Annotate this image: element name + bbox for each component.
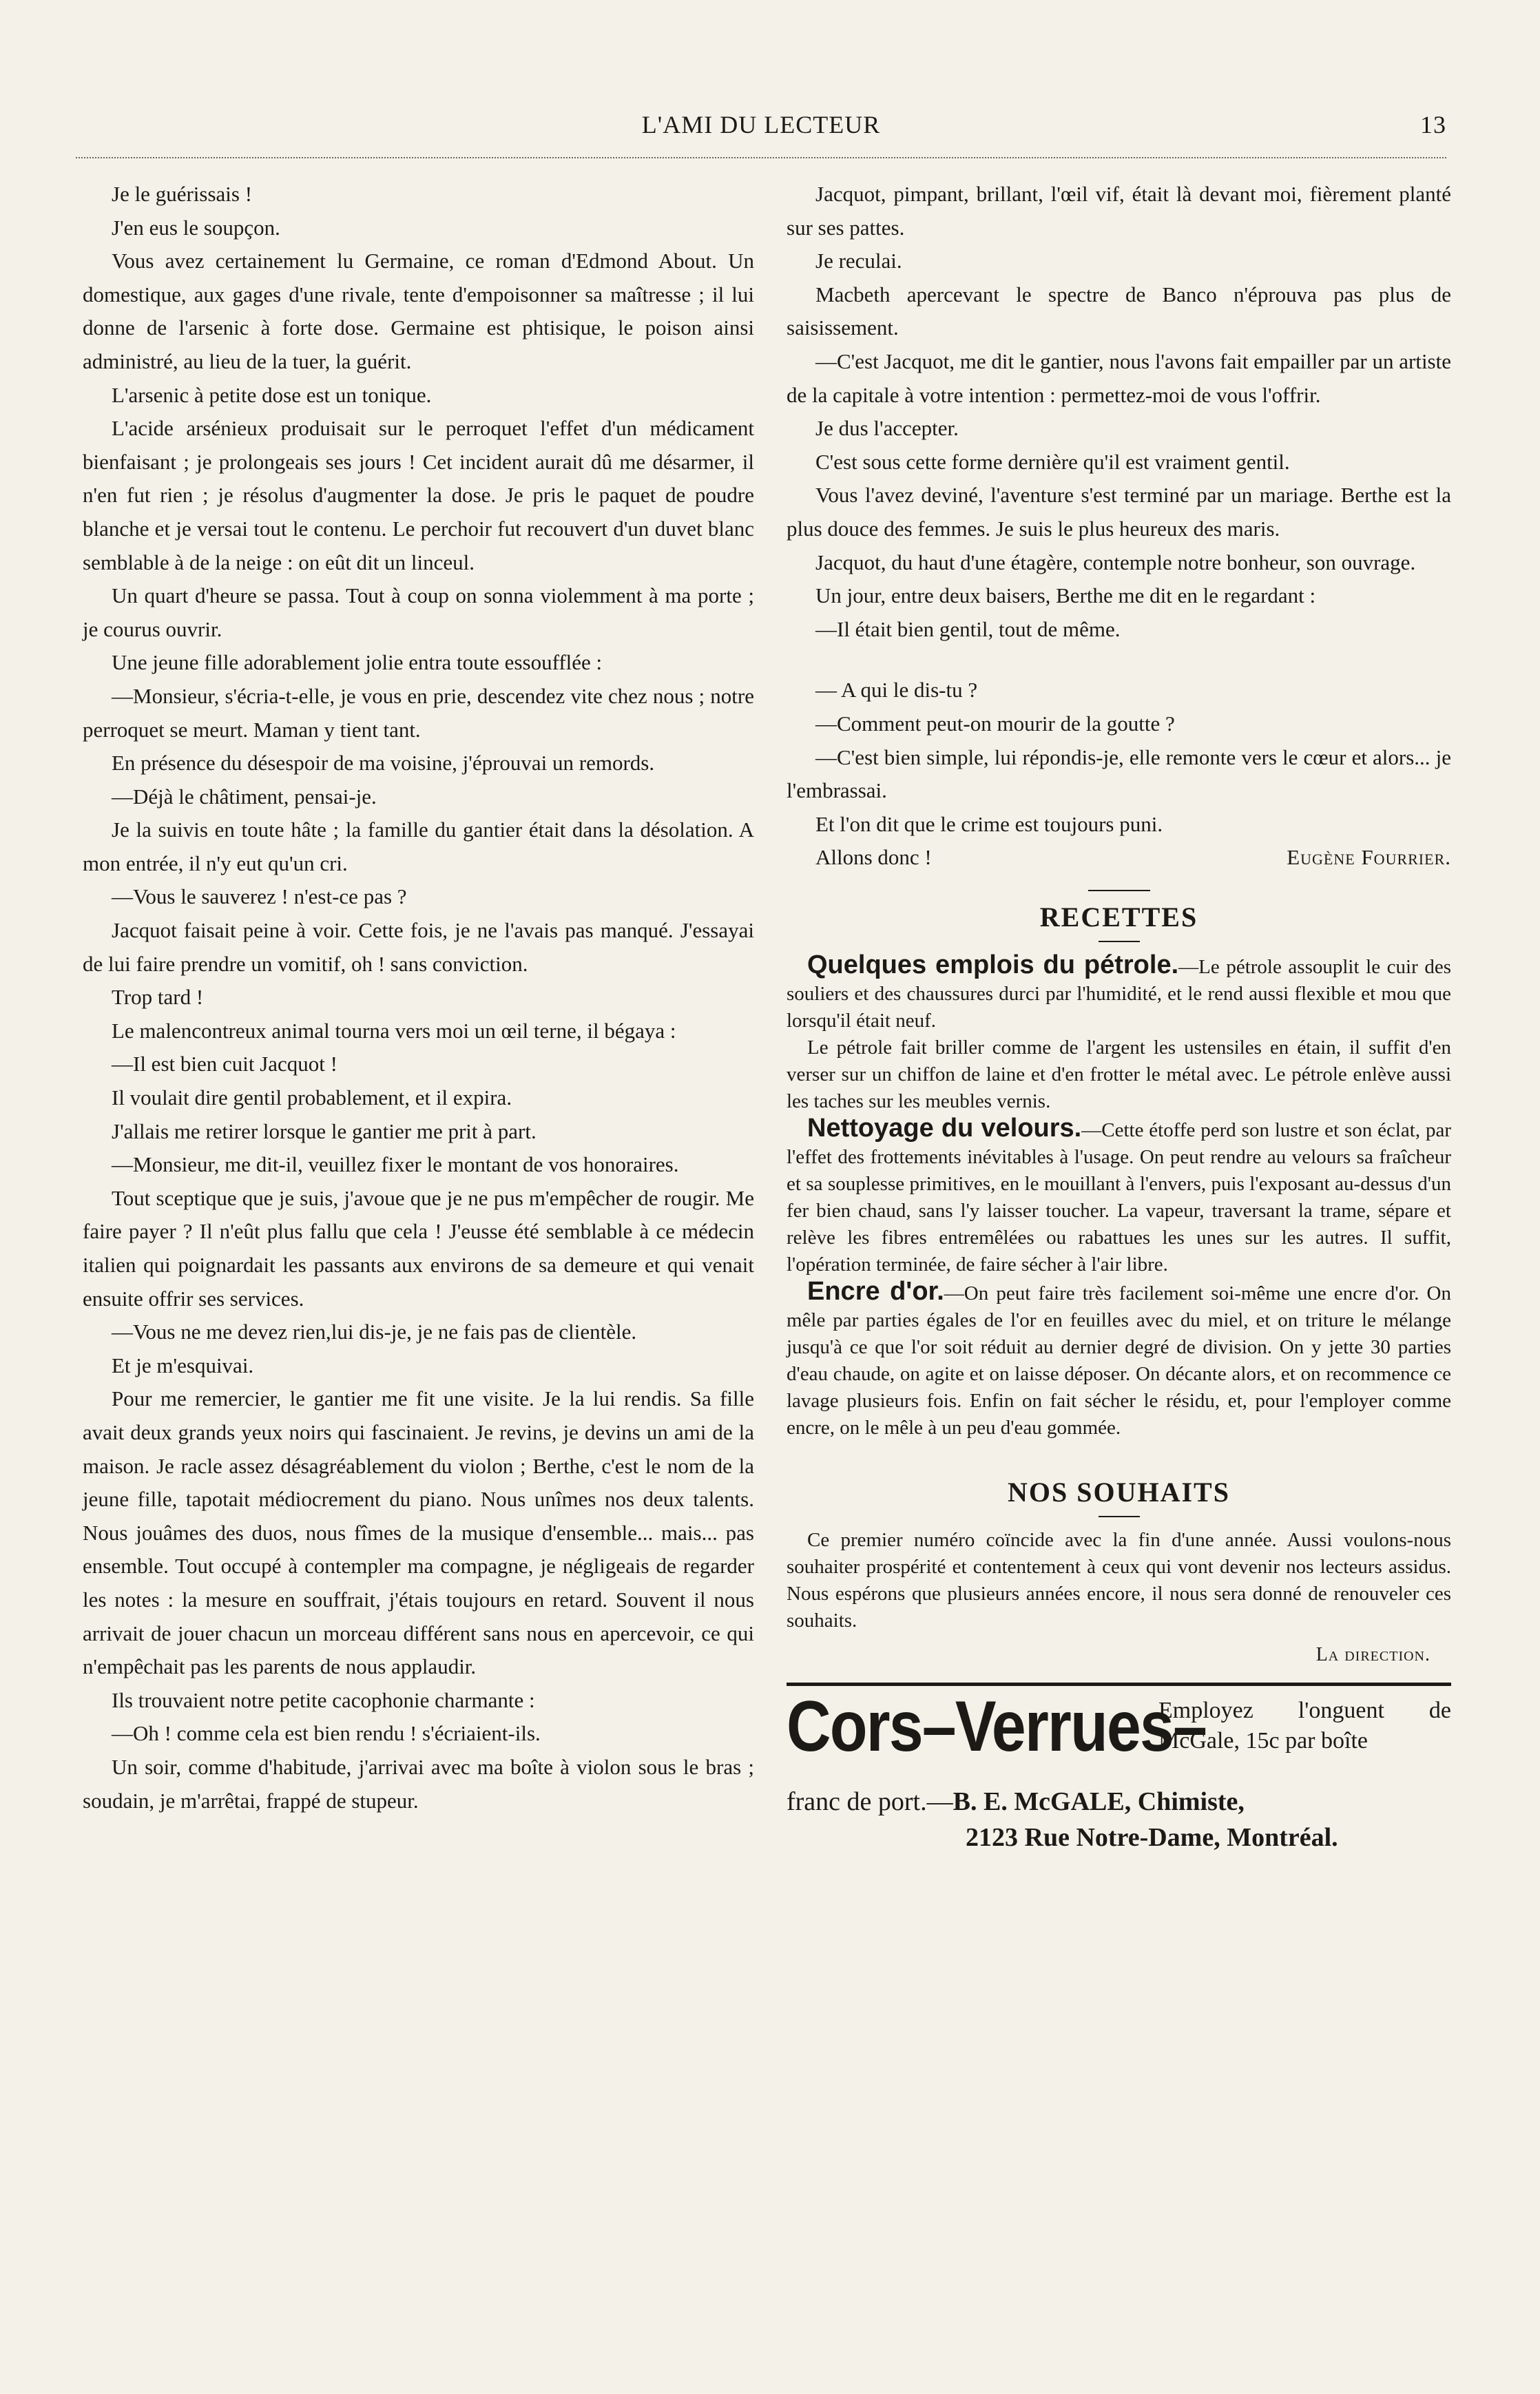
paragraph: Je le guérissais ! <box>112 182 253 206</box>
recipe-item <box>787 952 1451 1034</box>
recipe-title: Nettoyage du velours. <box>807 1113 1082 1143</box>
recipe-title: Quelques emplois du pétrole. <box>807 950 1179 979</box>
paragraph: Jacquot faisait peine à voir. Cette fois, je ne l'avais pas manqué. J'essayai de lui faire prendre un vomitif, oh ! sans conviction. <box>83 918 754 976</box>
paragraph: Je dus l'accepter. <box>815 416 959 441</box>
paragraph: Vous l'avez deviné, l'aventure s'est terminé par un mariage. Berthe est la plus douce des femmes. Je suis le plus heureux des maris. <box>787 483 1451 541</box>
paragraph: —Oh ! comme cela est bien rendu ! s'écriaient-ils. <box>112 1721 541 1746</box>
left-column <box>83 178 754 1818</box>
souhaits-text: Ce premier numéro coïncide avec la fin d'une année. Aussi voulons-nous souhaiter prospérité et contentement à ceux qui vont devenir nos lecteurs assidus. Nous espérons que plusieurs années encore, il nous sera donné de renouveler ces souhaits. <box>787 1528 1451 1632</box>
paragraph: Et l'on dit que le crime est toujours puni. <box>815 811 1163 836</box>
paragraph: —Monsieur, s'écria-t-elle, je vous en prie, descendez vite chez nous ; notre perroquet se meurt. Maman y tient tant. <box>83 683 754 742</box>
page-header <box>76 110 1446 152</box>
recettes-section <box>787 952 1451 1441</box>
paragraph: Le malencontreux animal tourna vers moi un œil terne, il bégaya : <box>112 1018 676 1043</box>
paragraph: Une jeune fille adorablement jolie entra toute essoufflée : <box>112 650 603 675</box>
direction-signature: La direction. <box>1315 1643 1430 1665</box>
author-signature: Eugène Fourrier. <box>1287 845 1451 870</box>
ad-headline: Cors–Verrues– <box>787 1687 1207 1767</box>
recipe-text: —Cette étoffe perd son lustre et son éclat, par l'effet des frottements inévitables à l'usage. On peut rendre au velours sa fraîcheur et sa souplesse primitives, en le mouillant à l'envers, puis l'exposant au-dessus d'un fer bien chaud, sans l'y laisser toucher. La vapeur, traversant la trame, sépare et relève les fibres entremêlées ou rabattues les unes sur les autres. Il suffit, l'opération terminée, de faire sécher à l'air libre. <box>787 1118 1451 1276</box>
paragraph: Il voulait dire gentil probablement, et il expira. <box>112 1085 512 1110</box>
recipe-title: Encre d'or. <box>807 1276 944 1306</box>
paragraph: J'en eus le soupçon. <box>112 215 280 240</box>
paragraph: Tout sceptique que je suis, j'avoue que je ne pus m'empêcher de rougir. Me faire payer ? Il n'eût plus fallu que cela ! J'eusse été semblable à ce médecin italien qui poignardait les passants aux environs de sa demeure et qui venait ensuite offrir ses services. <box>83 1185 754 1311</box>
header-divider <box>76 157 1446 158</box>
paragraph: Vous avez certainement lu Germaine, ce roman d'Edmond About. Un domestique, aux gages d'une rivale, tente d'empoisonner sa maîtresse ; il lui donne de l'arsenic à forte dose. Germaine est phtisique, le poison ainsi administré, au lieu de la tuer, la guérit. <box>83 249 754 373</box>
paragraph: —Vous ne me devez rien,lui dis-je, je ne fais pas de clientèle. <box>112 1320 637 1344</box>
ad-merchant: B. E. McGALE, Chimiste, <box>953 1787 1245 1817</box>
paragraph: — A qui le dis-tu ? <box>815 678 978 702</box>
paragraph: L'arsenic à petite dose est un tonique. <box>112 382 432 407</box>
paragraph: Jacquot, pimpant, brillant, l'œil vif, était là devant moi, fièrement planté sur ses pattes. <box>787 182 1451 240</box>
paragraph: J'allais me retirer lorsque le gantier me prit à part. <box>112 1118 537 1143</box>
paragraph: Un jour, entre deux baisers, Berthe me dit en le regardant : <box>815 583 1316 608</box>
recettes-heading: RECETTES <box>1039 901 1198 933</box>
souhaits-heading: NOS SOUHAITS <box>1008 1476 1230 1508</box>
recipe-item <box>787 1278 1451 1441</box>
paragraph: C'est sous cette forme dernière qu'il est vraiment gentil. <box>815 449 1290 474</box>
recipe-text: —On peut faire très facilement soi-même une encre d'or. On mêle par parties égales de l'or en feuilles avec du miel, et on triture le mélange jusqu'à ce que l'or soit réduit au dernier degré de division. On y jette 30 parties d'eau chaude, on agite et on laisse déposer. On décante alors, et on recommence ce lavage plusieurs fois. Enfin on fait sécher le résidu, et, pour l'employer comme encre, on le mêle à un peu d'eau gommée. <box>787 1282 1451 1439</box>
paragraph: L'acide arsénieux produisait sur le perroquet l'effet d'un médicament bienfaisant ; je prolongeais ses jours ! Cet incident aurait dû me désarmer, il n'en fut rien ; je résolus d'augmenter la dose. Je pris le paquet de poudre blanche et je versai tout le contenu. Le perchoir fut recouvert d'un duvet blanc semblable à de la neige : on eût dit un linceul. <box>83 416 754 574</box>
paragraph: Je la suivis en toute hâte ; la famille du gantier était dans la désolation. A mon entrée, il n'y eut qu'un cri. <box>83 818 754 875</box>
ad-side-text: Employez l'onguent de McGale, 15c par boîte <box>1158 1698 1451 1754</box>
paragraph: Un soir, comme d'habitude, j'arrivai avec ma boîte à violon sous le bras ; soudain, je m'arrêtai, frappé de stupeur. <box>83 1754 754 1813</box>
paragraph: —C'est bien simple, lui répondis-je, elle remonte vers le cœur et alors... je l'embrassai. <box>787 745 1451 803</box>
ad-address-line <box>787 1785 1451 1818</box>
paragraph: En présence du désespoir de ma voisine, j'éprouvai un remords. <box>112 751 655 776</box>
story-continuation <box>787 178 1451 875</box>
paragraph: —C'est Jacquot, me dit le gantier, nous l'avons fait empailler par un artiste de la capitale à votre intention : permettez-moi de vous l'offrir. <box>787 348 1451 407</box>
recipe-item <box>787 1115 1451 1278</box>
journal-title: L'AMI DU LECTEUR <box>641 111 881 138</box>
paragraph: —Déjà le châtiment, pensai-je. <box>112 784 377 809</box>
closing-line <box>787 841 1451 875</box>
section-divider <box>1099 1516 1140 1517</box>
paragraph: —Comment peut-on mourir de la goutte ? <box>815 711 1175 736</box>
paragraph: Jacquot, du haut d'une étagère, contemple notre bonheur, son ouvrage. <box>815 550 1416 574</box>
paragraph: —Il est bien cuit Jacquot ! <box>112 1052 337 1076</box>
spacer <box>787 646 1451 674</box>
paragraph: —Monsieur, me dit-il, veuillez fixer le montant de vos honoraires. <box>112 1152 679 1177</box>
closing-text: Allons donc ! <box>815 845 932 870</box>
recipe-text: —Le pétrole assouplit le cuir des souliers et des chaussures durci par l'humidité, et le rend aussi flexible et mou que lorsqu'il était neuf. <box>787 955 1452 1032</box>
recipe-item <box>787 1034 1451 1115</box>
ad-prefix: franc de port.— <box>787 1787 953 1817</box>
section-divider <box>1088 890 1150 891</box>
paragraph: —Vous le sauverez ! n'est-ce pas ? <box>112 884 407 909</box>
paragraph: Ils trouvaient notre petite cacophonie charmante : <box>112 1687 535 1712</box>
page-number: 13 <box>1420 111 1446 138</box>
recipe-text: Le pétrole fait briller comme de l'argent les ustensiles en étain, il suffit d'en verser sur un chiffon de laine et d'en frotter le métal avec. Le pétrole enlève aussi les taches sur les meubles vernis. <box>787 1036 1451 1112</box>
paragraph: —Il était bien gentil, tout de même. <box>815 616 1121 641</box>
advertisement <box>787 1686 1451 1872</box>
paragraph: Pour me remercier, le gantier me fit une visite. Je la lui rendis. Sa fille avait deux grands yeux noirs qui fascinaient. Je revins, je devins un ami de la maison. Je racle assez désagréablement du violon ; Berthe, c'est le nom de la jeune fille, tapotait médiocrement du piano. Nous unîmes nos deux talents. Nous jouâmes des duos, nous fîmes de la musique d'ensemble... mais... pas ensemble. Tout occupé à contempler ma compagne, je négligeais de regarder les notes : la mesure en souffrait, j'étais toujours en retard. Souvent il nous arrivait de jouer chacun un morceau différent sans nous en apercevoir, ce qui n'empêchait pas les parents de nous applaudir. <box>83 1386 754 1679</box>
paragraph: Je reculai. <box>815 249 902 273</box>
paragraph: Macbeth apercevant le spectre de Banco n'éprouva pas plus de saisissement. <box>787 282 1451 340</box>
souhaits-section <box>787 1527 1451 1634</box>
paragraph: Un quart d'heure se passa. Tout à coup on sonna violemment à ma porte ; je courus ouvrir. <box>83 583 754 641</box>
right-column <box>787 178 1451 1872</box>
paragraph: Et je m'esquivai. <box>112 1353 254 1377</box>
paragraph: Trop tard ! <box>112 985 204 1010</box>
ad-street: 2123 Rue Notre-Dame, Montréal. <box>966 1823 1338 1853</box>
section-divider <box>1099 941 1140 942</box>
